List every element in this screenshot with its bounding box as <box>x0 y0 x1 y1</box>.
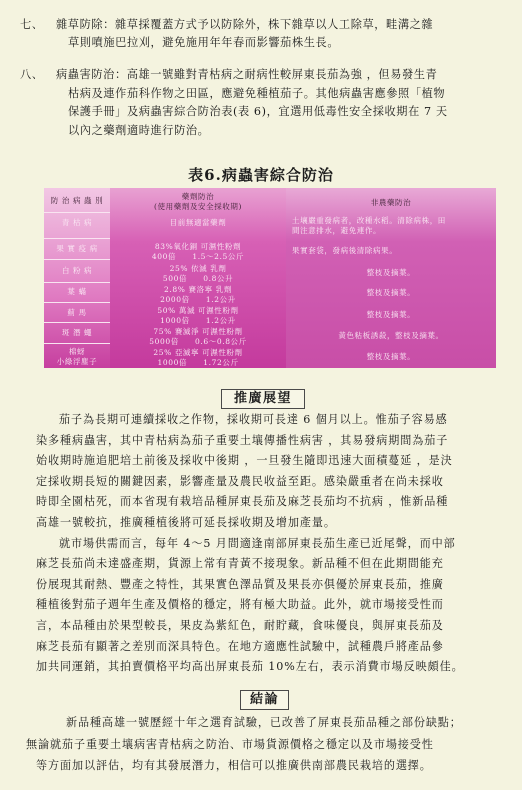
section-heading-promotion: 推廣展望 <box>221 389 305 409</box>
paragraph-line: 麻芝長茄尚未達盛產期，貨源上常有青黃不接現象。新品種不但在此期間能充 <box>36 557 444 571</box>
paragraph-line: 始收期時施追肥培土前後及採收中後期 ，一旦發生隨即迅速大面積蔓延 ，是決 <box>36 454 453 468</box>
table-cell-chemical: 500倍 0.8公升 <box>162 274 234 283</box>
item-line: 草則噴施巴拉刈，避免施用年年春而影響茄株生長。 <box>68 36 340 49</box>
table-cell-nonchemical: 整枝及摘葉。 <box>366 288 416 297</box>
table-cell-pest: 斑 潛 蠅 <box>61 328 93 337</box>
table-column-nonchemical <box>286 188 496 368</box>
paragraph-line: 無論就茄子重要土壤病害青枯病之防治、市場貨源價格之穩定以及市場接受性 <box>26 737 434 751</box>
paragraph-line: 等方面加以評估，均有其發展潛力，相信可以推廣供南部農民栽培的選擇。 <box>36 759 432 772</box>
table-cell-chemical: 2000倍 1.2公升 <box>160 295 236 304</box>
table-header-cell: (使用藥劑及安全採收期) <box>153 202 243 211</box>
promotion-paragraphs <box>36 410 496 678</box>
paragraph-line: 加共同運銷，其拍賣價格平均高出屏東長茄 10%左右，表示消費市場反映頗佳。 <box>36 660 464 674</box>
table-cell-chemical: 1000倍 1.2公升 <box>160 316 236 325</box>
table-cell-chemical: 目前無適當藥劑 <box>169 218 227 227</box>
table-column-pest <box>44 188 110 368</box>
table-cell-pest: 葉 蟎 <box>67 287 87 296</box>
table-cell-chemical: 50% 萬滅 可濕性粉劑 <box>157 306 239 315</box>
table-header-cell: 防 治 病 蟲 別 <box>50 196 104 205</box>
item-line: 保護手冊」及病蟲害綜合防治表(表 6)，宜選用低毒性安全採收期在 7 天 <box>68 105 448 118</box>
table-cell-pest: 果 實 疫 病 <box>56 244 98 253</box>
conclusion-paragraph <box>26 712 502 777</box>
table-title: 表6.病蟲害綜合防治 <box>188 166 334 184</box>
table-cell-chemical: 2.8% 賽洛寧 乳劑 <box>164 285 232 294</box>
table-cell-chemical: 1000倍 1.72公斤 <box>157 358 239 367</box>
table-cell-pest: 青 枯 病 <box>61 218 93 227</box>
table-cell-nonchemical: 整枝及摘葉。 <box>366 352 416 361</box>
paragraph-line: 麻芝長茄有顯著之差別而深具特色。在地方適應性試驗中，試種農戶將產品參 <box>36 639 444 653</box>
paragraph-line: 茄子為長期可連續採收之作物，採收期可長達 6 個月以上。惟茄子容易感 <box>59 413 448 426</box>
item-weed-control <box>20 16 510 52</box>
table-cell-chemical: 25% 亞滅寧 可濕性粉劑 <box>153 348 243 357</box>
item-line: 以內之藥劑適時進行防治。 <box>68 123 210 137</box>
table-cell-nonchemical: 間注意排水，避免連作。 <box>292 226 382 235</box>
table-header-cell: 藥劑防治 <box>181 192 215 201</box>
item-number: 七、 <box>20 18 44 31</box>
item-line: 病蟲害防治：高雄一號雖對青枯病之耐病性較屏東長茄為強 ，但易發生青 <box>56 68 438 81</box>
section-heading-conclusion: 結論 <box>240 690 289 710</box>
item-line: 枯病及連作茄科作物之田區，應避免種植茄子。其他病蟲害應參照「植物 <box>68 86 446 100</box>
paragraph-line: 時即全園枯死，而本省現有栽培品種屏東長茄及麻芝長茄均不抗病 ，惟新品種 <box>36 495 449 509</box>
paragraph-line: 染多種病蟲害，其中青枯病為茄子重要土壤傳播性病害 ，其易發病期間為茄子 <box>36 433 449 447</box>
paragraph-line: 新品種高雄一號歷經十年之選育試驗，已改善了屏東長茄品種之部份缺點； <box>66 716 462 729</box>
table-cell-pest: 白 粉 病 <box>61 266 93 275</box>
paragraph-line: 就市場供需而言，每年 4～5 月間適逢南部屏東長茄生產已近尾聲，而中部 <box>59 536 456 550</box>
table-cell-pest: 薊 馬 <box>67 308 87 317</box>
item-pest-control <box>20 66 510 140</box>
table-cell-chemical: 75% 賽滅淨 可濕性粉劑 <box>153 327 243 336</box>
table-cell-nonchemical: 整枝及摘葉。 <box>366 268 416 277</box>
paragraph-line: 種植後對茄子週年生產及價格的穩定，將有極大助益。此外，就市場接受性而 <box>36 598 444 612</box>
table-cell-chemical: 83%氧化銅 可濕性粉劑 <box>154 242 242 251</box>
paragraph-line: 言，本品種由於果型較長，果皮為紫紅色，耐貯藏，食味優良，與屏東長茄及 <box>36 618 444 632</box>
paragraph-line: 高雄一號較抗，推廣種植後將可延長採收期及增加產量。 <box>36 515 336 529</box>
pest-control-table <box>44 188 496 368</box>
item-number: 八、 <box>20 68 44 81</box>
table-header-cell: 非農藥防治 <box>370 198 412 207</box>
table-cell-nonchemical: 土壤嚴重發病者，改種水稻。清除病株，田 <box>292 216 446 225</box>
paragraph-line: 定採收期長短的關鍵因素，影響產量及農民收益至距。感染嚴重者在尚未採收 <box>36 474 444 488</box>
table-cell-chemical: 25% 依滅 乳劑 <box>169 264 227 273</box>
item-line: 雜草防除：雜草採覆蓋方式予以防除外，株下雜草以人工除草，畦溝之雜 <box>56 18 434 31</box>
table-cell-nonchemical: 整枝及摘葉。 <box>366 310 416 319</box>
paragraph-line: 份展現其耐熱、豐產之特性，其果實色澤品質及果長亦俱優於屏東長茄，推廣 <box>36 577 444 591</box>
table-cell-chemical: 5000倍 0.6～0.8公斤 <box>149 337 247 346</box>
table-cell-pest: 棉蚜 小綠浮塵子 <box>56 347 98 366</box>
table-cell-nonchemical: 果實套袋，發病後清除病果。 <box>292 246 398 255</box>
table-cell-nonchemical: 黃色粘板誘殺，整枝及摘葉。 <box>338 331 444 340</box>
table-cell-chemical: 400倍 1.5～2.5公斤 <box>151 252 245 261</box>
table-column-chemical <box>110 188 286 368</box>
